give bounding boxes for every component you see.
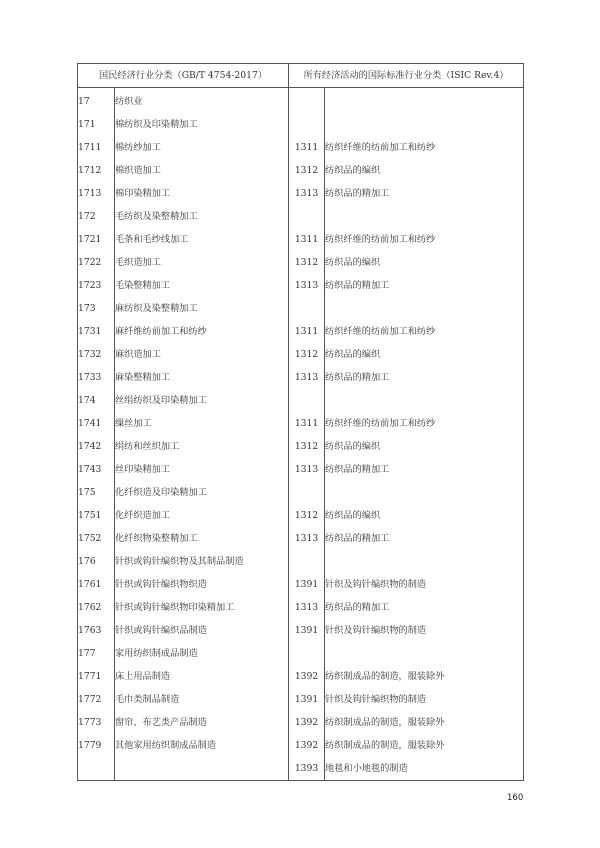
- isic-code-cell: [289, 550, 325, 573]
- gb-name-cell: 针织或钩针编织物织造: [115, 573, 289, 596]
- gb-name-cell: 化纤织物染整精加工: [115, 527, 289, 550]
- isic-code-cell: 1392: [289, 711, 325, 734]
- gb-name-cell: 化纤织造及印染精加工: [115, 481, 289, 504]
- table-row: [78, 757, 524, 781]
- isic-desc-cell: 纺织品的精加工: [325, 596, 524, 619]
- isic-desc-cell: [325, 389, 524, 412]
- gb-code-cell: 1732: [78, 343, 115, 366]
- isic-code-cell: 1391: [289, 688, 325, 711]
- gb-name-cell: 毛染整精加工: [115, 274, 289, 297]
- isic-code-cell: 1311: [289, 412, 325, 435]
- table-row: [78, 527, 524, 550]
- gb-name-cell: 其他家用纺织制成品制造: [115, 734, 289, 757]
- gb-code-cell: 173: [78, 297, 115, 320]
- gb-name-cell: 针织或钩针编织品制造: [115, 619, 289, 642]
- isic-desc-cell: 纺织品的编织: [325, 159, 524, 182]
- table-row: [78, 320, 524, 343]
- gb-code-cell: 1763: [78, 619, 115, 642]
- table-row: [78, 504, 524, 527]
- isic-code-cell: [289, 88, 325, 114]
- isic-desc-cell: 针织及钩针编织物的制造: [325, 688, 524, 711]
- gb-name-cell: 丝印染精加工: [115, 458, 289, 481]
- isic-desc-cell: [325, 113, 524, 136]
- isic-desc-cell: 纺织制成品的制造，服装除外: [325, 734, 524, 757]
- gb-code-cell: 1713: [78, 182, 115, 205]
- gb-code-cell: 1722: [78, 251, 115, 274]
- gb-name-cell: 绢纺和丝织加工: [115, 435, 289, 458]
- table-row: [78, 343, 524, 366]
- isic-code-cell: 1313: [289, 527, 325, 550]
- table-row: [78, 711, 524, 734]
- isic-desc-cell: 纺织纤维的纺前加工和纺纱: [325, 412, 524, 435]
- gb-name-cell: 麻纺织及染整精加工: [115, 297, 289, 320]
- isic-desc-cell: 纺织品的编织: [325, 435, 524, 458]
- table-row: [78, 205, 524, 228]
- isic-code-cell: [289, 642, 325, 665]
- isic-code-cell: 1311: [289, 228, 325, 251]
- isic-code-cell: 1313: [289, 596, 325, 619]
- table-body: [78, 88, 524, 781]
- gb-code-cell: 1771: [78, 665, 115, 688]
- isic-code-cell: [289, 205, 325, 228]
- isic-desc-cell: 纺织品的精加工: [325, 366, 524, 389]
- table-row: [78, 688, 524, 711]
- isic-desc-cell: 针织及钩针编织物的制造: [325, 573, 524, 596]
- table-row: [78, 458, 524, 481]
- isic-desc-cell: [325, 642, 524, 665]
- gb-code-cell: 174: [78, 389, 115, 412]
- gb-name-cell: 棉纺织及印染精加工: [115, 113, 289, 136]
- gb-code-cell: 1723: [78, 274, 115, 297]
- table-row: [78, 435, 524, 458]
- isic-code-cell: [289, 297, 325, 320]
- gb-code-cell: 1731: [78, 320, 115, 343]
- gb-name-cell: 针织或钩针编织物印染精加工: [115, 596, 289, 619]
- isic-code-cell: 1313: [289, 274, 325, 297]
- gb-name-cell: 化纤织造加工: [115, 504, 289, 527]
- gb-name-cell: 麻织造加工: [115, 343, 289, 366]
- table-row: [78, 88, 524, 114]
- gb-code-cell: 172: [78, 205, 115, 228]
- isic-desc-cell: 纺织品的编织: [325, 251, 524, 274]
- isic-desc-cell: 纺织纤维的纺前加工和纺纱: [325, 228, 524, 251]
- isic-code-cell: 1312: [289, 159, 325, 182]
- gb-code-cell: 1779: [78, 734, 115, 757]
- isic-desc-cell: 纺织品的编织: [325, 504, 524, 527]
- table-row: [78, 665, 524, 688]
- gb-name-cell: 毛条和毛纱线加工: [115, 228, 289, 251]
- table-row: [78, 113, 524, 136]
- gb-name-cell: 麻纤维纺前加工和纺纱: [115, 320, 289, 343]
- table-row: [78, 228, 524, 251]
- gb-name-cell: 家用纺织制成品制造: [115, 642, 289, 665]
- gb-code-cell: 1711: [78, 136, 115, 159]
- gb-name-cell: 棉纺纱加工: [115, 136, 289, 159]
- isic-code-cell: 1312: [289, 504, 325, 527]
- gb-code-cell: [78, 757, 115, 781]
- gb-name-cell: 毛纺织及染整精加工: [115, 205, 289, 228]
- isic-desc-cell: 纺织品的精加工: [325, 274, 524, 297]
- table-row: [78, 596, 524, 619]
- gb-name-cell: 纺织业: [115, 88, 289, 114]
- table-header-row: [78, 64, 524, 88]
- gb-code-cell: 175: [78, 481, 115, 504]
- isic-desc-cell: 地毯和小地毯的制造: [325, 757, 524, 781]
- gb-name-cell: 棉织造加工: [115, 159, 289, 182]
- table-row: [78, 573, 524, 596]
- table-row: [78, 389, 524, 412]
- gb-name-cell: 丝绢纺织及印染精加工: [115, 389, 289, 412]
- gb-code-cell: 1773: [78, 711, 115, 734]
- isic-desc-cell: 针织及钩针编织物的制造: [325, 619, 524, 642]
- gb-code-cell: 177: [78, 642, 115, 665]
- gb-code-cell: 1712: [78, 159, 115, 182]
- isic-code-cell: 1312: [289, 251, 325, 274]
- isic-desc-cell: 纺织制成品的制造，服装除外: [325, 711, 524, 734]
- gb-code-cell: 171: [78, 113, 115, 136]
- table-row: [78, 251, 524, 274]
- isic-code-cell: 1312: [289, 343, 325, 366]
- gb-code-cell: 1741: [78, 412, 115, 435]
- isic-code-cell: [289, 113, 325, 136]
- table-row: [78, 274, 524, 297]
- isic-desc-cell: [325, 88, 524, 114]
- gb-name-cell: 麻染整精加工: [115, 366, 289, 389]
- isic-desc-cell: 纺织纤维的纺前加工和纺纱: [325, 136, 524, 159]
- gb-code-cell: 1752: [78, 527, 115, 550]
- gb-code-cell: 176: [78, 550, 115, 573]
- table-row: [78, 297, 524, 320]
- gb-code-cell: 1721: [78, 228, 115, 251]
- table-row: [78, 734, 524, 757]
- table-row: [78, 159, 524, 182]
- gb-name-cell: 缫丝加工: [115, 412, 289, 435]
- table-row: [78, 642, 524, 665]
- isic-desc-cell: 纺织品的精加工: [325, 182, 524, 205]
- isic-desc-cell: 纺织品的精加工: [325, 527, 524, 550]
- isic-desc-cell: [325, 550, 524, 573]
- isic-desc-cell: 纺织纤维的纺前加工和纺纱: [325, 320, 524, 343]
- isic-code-cell: [289, 389, 325, 412]
- classification-table: [77, 63, 524, 781]
- table-row: [78, 481, 524, 504]
- isic-code-cell: 1311: [289, 320, 325, 343]
- header-gb-classification: 国民经济行业分类（GB/T 4754-2017）: [78, 64, 289, 88]
- isic-desc-cell: 纺织品的编织: [325, 343, 524, 366]
- isic-desc-cell: [325, 481, 524, 504]
- gb-name-cell: 针织或钩针编织物及其制品制造: [115, 550, 289, 573]
- isic-code-cell: 1312: [289, 435, 325, 458]
- isic-code-cell: 1313: [289, 182, 325, 205]
- isic-code-cell: 1391: [289, 619, 325, 642]
- gb-code-cell: 17: [78, 88, 115, 114]
- header-isic-classification: 所有经济活动的国际标准行业分类（ISIC Rev.4）: [289, 64, 524, 88]
- gb-code-cell: 1733: [78, 366, 115, 389]
- isic-code-cell: 1392: [289, 665, 325, 688]
- gb-code-cell: 1743: [78, 458, 115, 481]
- table-row: [78, 182, 524, 205]
- isic-code-cell: 1392: [289, 734, 325, 757]
- table-row: [78, 366, 524, 389]
- gb-code-cell: 1761: [78, 573, 115, 596]
- table-row: [78, 412, 524, 435]
- isic-code-cell: 1313: [289, 458, 325, 481]
- gb-code-cell: 1772: [78, 688, 115, 711]
- isic-desc-cell: [325, 205, 524, 228]
- gb-name-cell: 床上用品制造: [115, 665, 289, 688]
- isic-code-cell: [289, 481, 325, 504]
- page-number: 160: [507, 793, 524, 803]
- isic-code-cell: 1393: [289, 757, 325, 781]
- gb-code-cell: 1751: [78, 504, 115, 527]
- isic-desc-cell: [325, 297, 524, 320]
- isic-code-cell: 1311: [289, 136, 325, 159]
- table-row: [78, 136, 524, 159]
- gb-name-cell: [115, 757, 289, 781]
- gb-code-cell: 1762: [78, 596, 115, 619]
- gb-name-cell: 窗帘、布艺类产品制造: [115, 711, 289, 734]
- gb-code-cell: 1742: [78, 435, 115, 458]
- gb-name-cell: 棉印染精加工: [115, 182, 289, 205]
- table-row: [78, 550, 524, 573]
- isic-desc-cell: 纺织品的精加工: [325, 458, 524, 481]
- isic-desc-cell: 纺织制成品的制造，服装除外: [325, 665, 524, 688]
- isic-code-cell: 1313: [289, 366, 325, 389]
- table-row: [78, 619, 524, 642]
- gb-name-cell: 毛织造加工: [115, 251, 289, 274]
- isic-code-cell: 1391: [289, 573, 325, 596]
- gb-name-cell: 毛巾类制品制造: [115, 688, 289, 711]
